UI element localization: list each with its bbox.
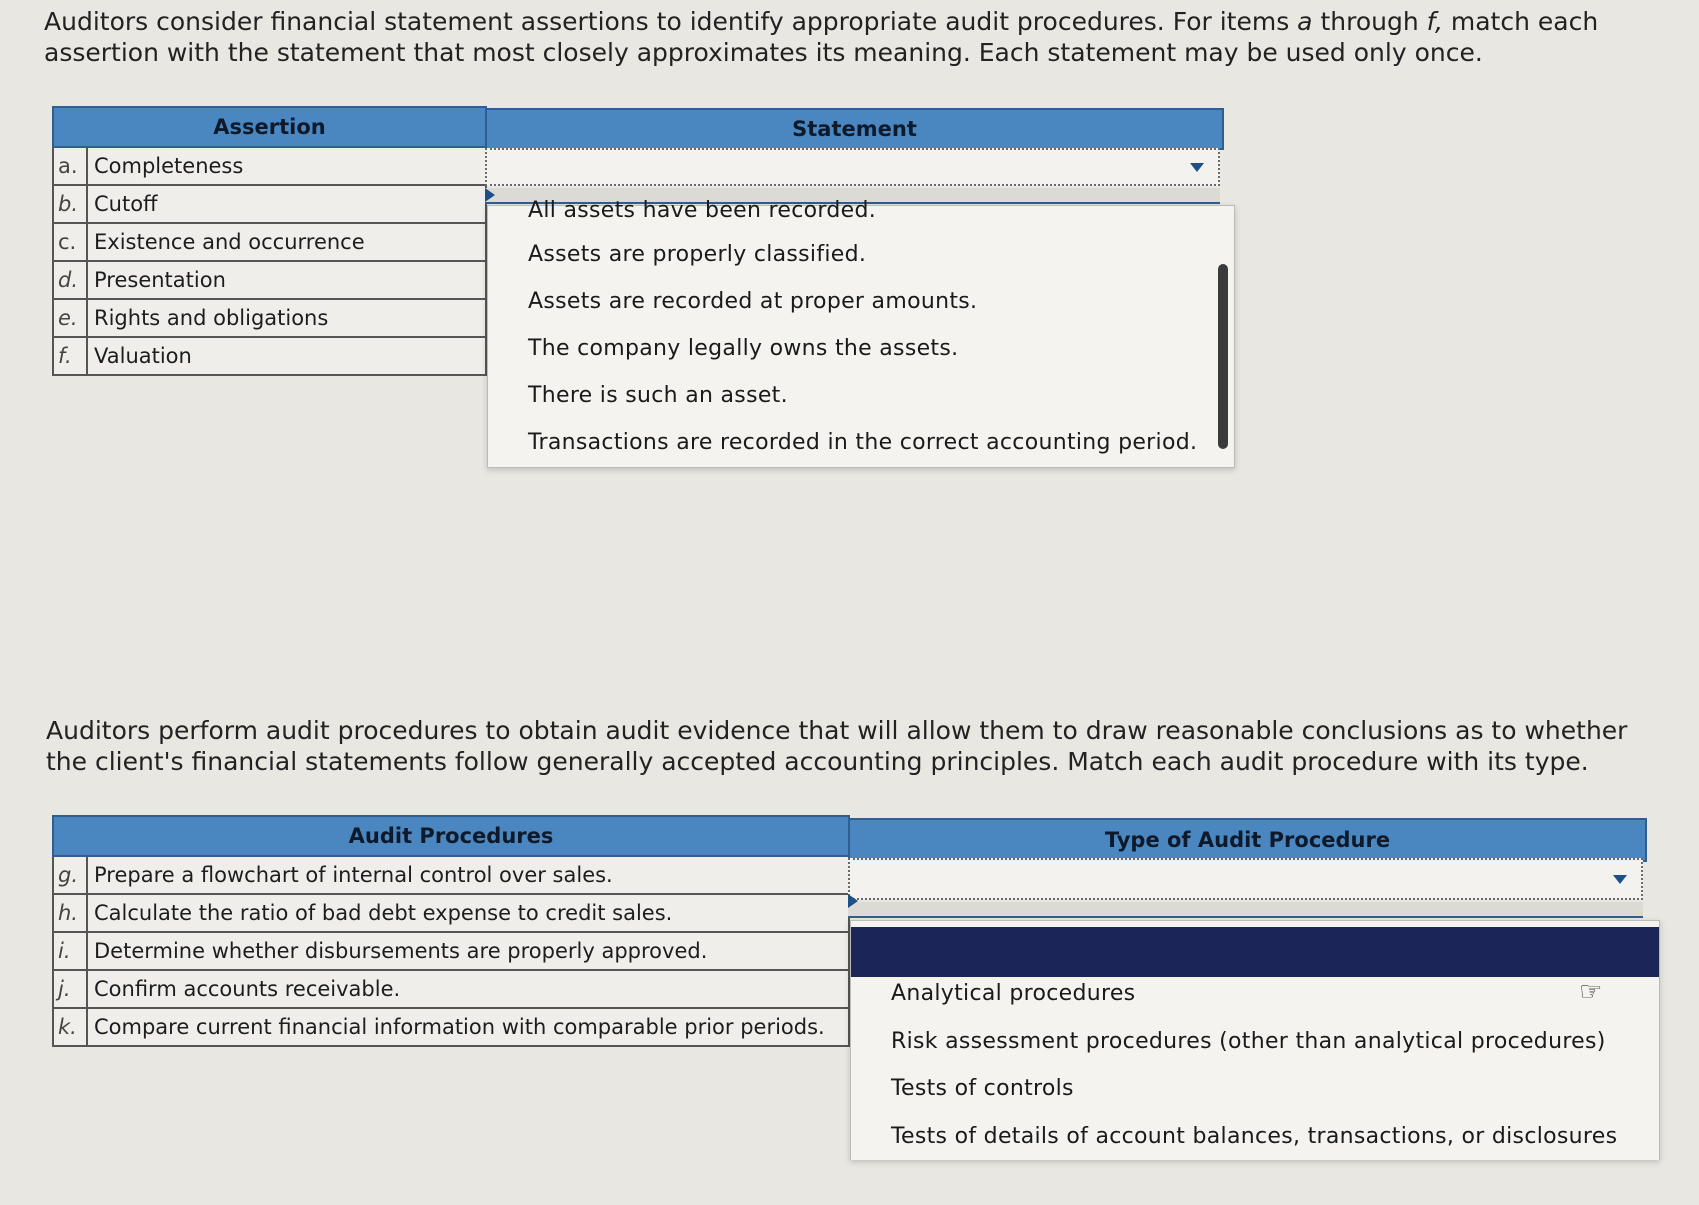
section1-instructions: Auditors consider financial statement assertions to identify appropriate audit procedures. For items a through f, match each assertion with the statement that most closely approximates its meaning. Each statement may be used only once. bbox=[44, 7, 1599, 67]
scrollbar[interactable] bbox=[1218, 264, 1228, 449]
type-dropdown-menu[interactable] bbox=[850, 920, 1660, 1160]
assertion-cell: Completeness bbox=[87, 147, 486, 185]
table-row bbox=[53, 932, 849, 970]
row-marker-icon bbox=[485, 188, 495, 202]
statement-dropdown-menu[interactable] bbox=[487, 198, 1235, 468]
table-row bbox=[53, 894, 849, 932]
audit-procedures-column-header: Audit Procedures bbox=[53, 816, 849, 856]
row-letter: k. bbox=[53, 1008, 87, 1046]
row-letter: b. bbox=[53, 185, 87, 223]
statement-column-header: Statement bbox=[485, 108, 1224, 150]
row-letter: f. bbox=[53, 337, 87, 375]
row-letter: e. bbox=[53, 299, 87, 337]
statement-option[interactable]: Assets are recorded at proper amounts. bbox=[528, 289, 978, 314]
table-row bbox=[53, 299, 486, 337]
table-row bbox=[53, 970, 849, 1008]
assertion-cell: Presentation bbox=[87, 261, 486, 299]
type-option[interactable]: Risk assessment procedures (other than analytical procedures) bbox=[891, 1029, 1606, 1054]
row-letter: d. bbox=[53, 261, 87, 299]
row-letter: j. bbox=[53, 970, 87, 1008]
assertion-cell: Cutoff bbox=[87, 185, 486, 223]
table-row bbox=[53, 337, 486, 375]
assertion-cell: Rights and obligations bbox=[87, 299, 486, 337]
highlighted-empty-option[interactable] bbox=[851, 927, 1659, 977]
table-row bbox=[53, 185, 486, 223]
row-letter: i. bbox=[53, 932, 87, 970]
chevron-down-icon[interactable] bbox=[1613, 875, 1627, 884]
procedure-cell: Determine whether disbursements are properly approved. bbox=[87, 932, 849, 970]
table-row bbox=[53, 147, 486, 185]
statement-select-a[interactable] bbox=[485, 148, 1220, 186]
row-letter: a. bbox=[53, 147, 87, 185]
chevron-down-icon[interactable] bbox=[1190, 163, 1204, 172]
statement-option[interactable]: There is such an asset. bbox=[528, 383, 788, 408]
section2-instructions: Auditors perform audit procedures to obtain audit evidence that will allow them to draw reasonable conclusions as to whether the client's financial statements follow generally accepted accounting principles. Match each audit procedure with its type. bbox=[46, 716, 1628, 776]
statement-option[interactable]: The company legally owns the assets. bbox=[528, 336, 959, 361]
assertion-cell: Existence and occurrence bbox=[87, 223, 486, 261]
row-letter: c. bbox=[53, 223, 87, 261]
table-row bbox=[53, 223, 486, 261]
statement-option[interactable]: Assets are properly classified. bbox=[528, 242, 867, 267]
type-option[interactable]: Tests of controls bbox=[891, 1076, 1074, 1101]
type-select-h[interactable] bbox=[848, 902, 1643, 918]
hand-cursor-icon: ☞ bbox=[1579, 977, 1603, 1007]
table-row bbox=[53, 261, 486, 299]
table-row bbox=[53, 1008, 849, 1046]
type-select-g[interactable] bbox=[848, 858, 1643, 900]
statement-option[interactable]: All assets have been recorded. bbox=[528, 198, 877, 223]
procedure-cell: Compare current financial information with comparable prior periods. bbox=[87, 1008, 849, 1046]
procedure-cell: Calculate the ratio of bad debt expense to credit sales. bbox=[87, 894, 849, 932]
type-option[interactable]: Tests of details of account balances, transactions, or disclosures bbox=[891, 1124, 1618, 1149]
type-column-header: Type of Audit Procedure bbox=[848, 818, 1647, 862]
type-option[interactable]: Analytical procedures bbox=[891, 981, 1136, 1006]
assertion-cell: Valuation bbox=[87, 337, 486, 375]
assertion-column-header: Assertion bbox=[53, 107, 486, 147]
row-letter: g. bbox=[53, 856, 87, 894]
assertion-table bbox=[52, 106, 487, 376]
row-letter: h. bbox=[53, 894, 87, 932]
statement-option[interactable]: Transactions are recorded in the correct accounting period. bbox=[528, 430, 1198, 455]
procedure-cell: Confirm accounts receivable. bbox=[87, 970, 849, 1008]
table-row bbox=[53, 856, 849, 894]
procedure-cell: Prepare a flowchart of internal control over sales. bbox=[87, 856, 849, 894]
audit-procedures-table bbox=[52, 815, 850, 1047]
row-marker-icon bbox=[848, 894, 858, 908]
